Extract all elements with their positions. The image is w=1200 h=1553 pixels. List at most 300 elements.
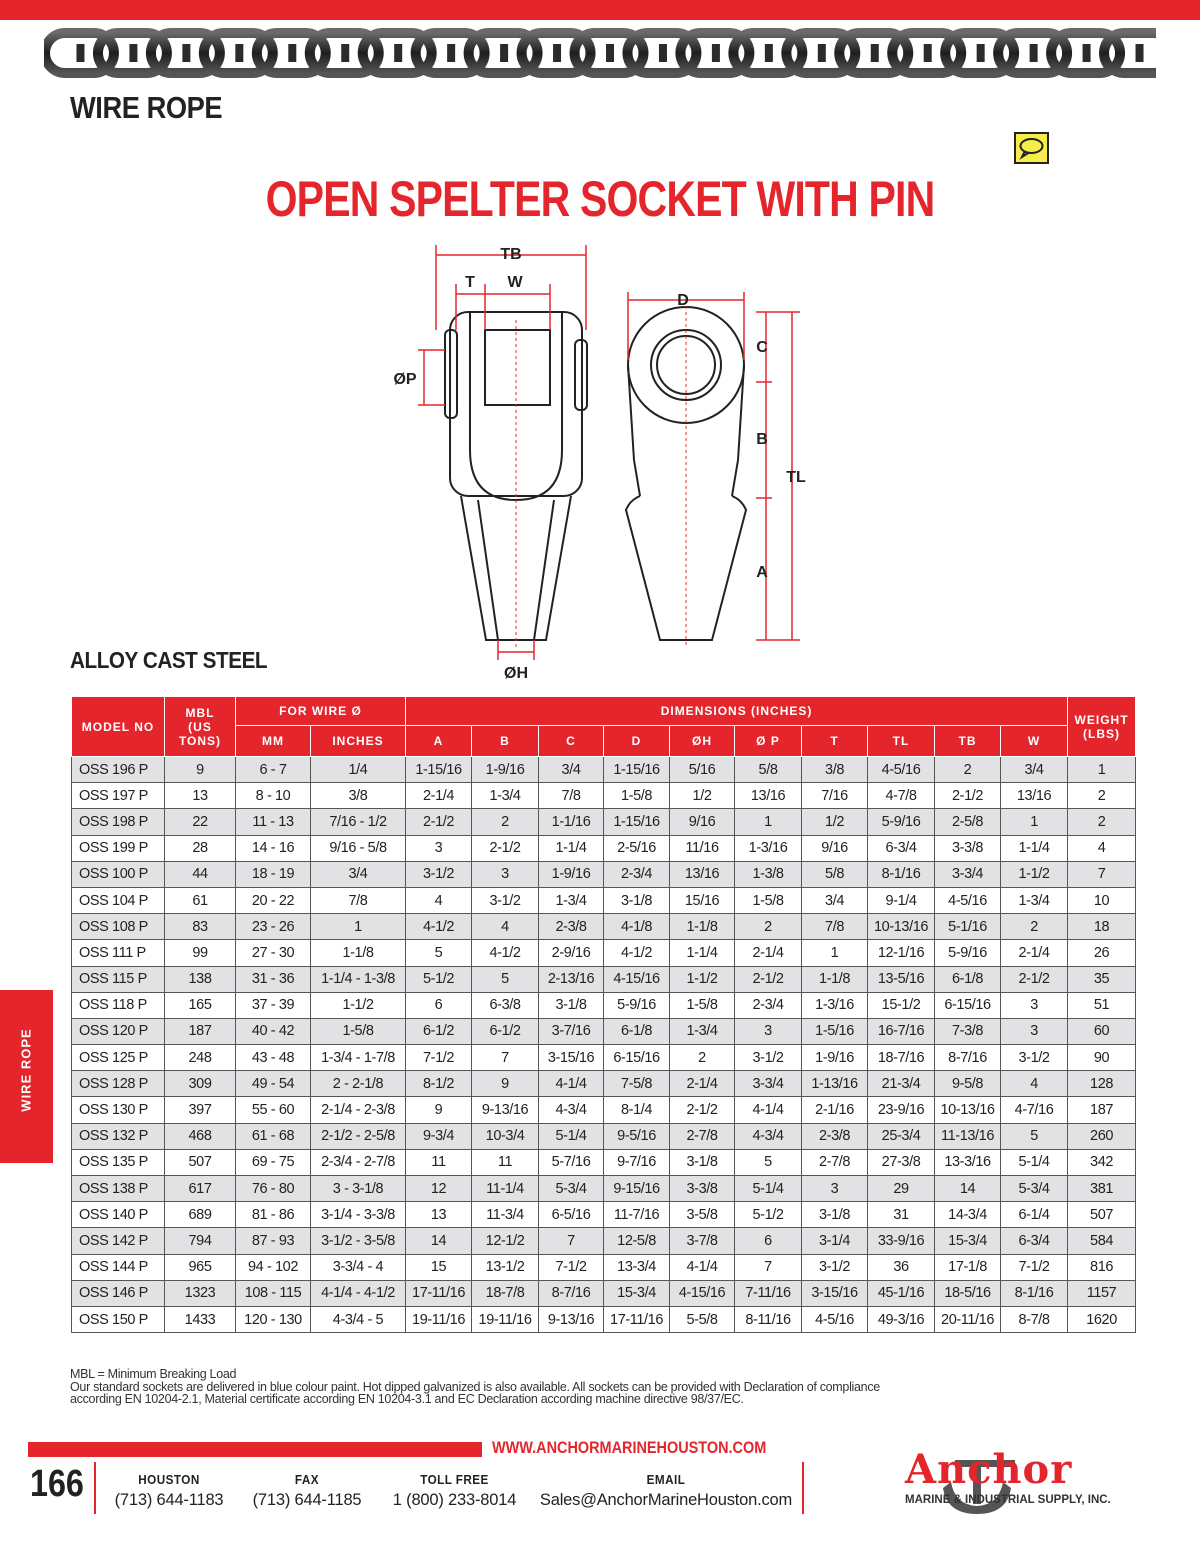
table-cell: 60 — [1068, 1018, 1136, 1044]
table-cell: 10-3/4 — [472, 1123, 539, 1149]
table-cell: 3-3/4 - 4 — [311, 1254, 406, 1280]
table-cell: 1-1/2 — [1001, 861, 1068, 887]
table-cell: 4-7/16 — [1001, 1097, 1068, 1123]
table-cell: 3-1/4 — [802, 1228, 868, 1254]
dim-label-tb: TB — [500, 246, 522, 263]
page-number: 166 — [30, 1463, 84, 1505]
table-cell: 11-1/4 — [472, 1176, 539, 1202]
table-cell: 43 - 48 — [236, 1045, 311, 1071]
header-mbl-label: MBL — [185, 705, 215, 720]
dim-label-t: T — [465, 274, 475, 291]
chain-link-bar — [1136, 44, 1144, 62]
table-cell: OSS 118 P — [72, 992, 165, 1018]
table-cell: 12-1/2 — [472, 1228, 539, 1254]
chain-link-bar — [553, 44, 561, 62]
table-cell: 2-13/16 — [539, 966, 604, 992]
dim-label-w: W — [507, 274, 523, 291]
footnotes — [70, 1368, 880, 1406]
table-cell: OSS 128 P — [72, 1071, 165, 1097]
table-cell: 8-1/2 — [406, 1071, 472, 1097]
table-cell: 2-1/2 - 2-5/8 — [311, 1123, 406, 1149]
table-cell: 2-1/4 — [406, 783, 472, 809]
table-cell: OSS 146 P — [72, 1280, 165, 1306]
table-cell: 1-1/4 — [670, 940, 735, 966]
table-cell: 1 — [735, 809, 802, 835]
table-cell: OSS 138 P — [72, 1176, 165, 1202]
table-row — [72, 835, 1136, 861]
table-cell: 1-3/4 - 1-7/8 — [311, 1045, 406, 1071]
table-cell: 3-7/16 — [539, 1018, 604, 1044]
table-cell: 19-11/16 — [472, 1306, 539, 1332]
table-row — [72, 940, 1136, 966]
header-p: Ø P — [735, 726, 802, 757]
table-cell: 7-1/2 — [406, 1045, 472, 1071]
table-cell: 108 - 115 — [236, 1280, 311, 1306]
table-cell: 15/16 — [670, 887, 735, 913]
footer-accent-bar — [28, 1442, 482, 1457]
table-cell: 7 — [1068, 861, 1136, 887]
side-tab — [0, 990, 53, 1163]
table-cell: 165 — [165, 992, 236, 1018]
table-cell: 8-7/16 — [935, 1045, 1001, 1071]
table-cell: 11-13/16 — [935, 1123, 1001, 1149]
table-cell: 9-3/4 — [406, 1123, 472, 1149]
table-cell: 4 — [472, 914, 539, 940]
table-cell: 2-1/4 - 2-3/8 — [311, 1097, 406, 1123]
table-cell: 2 — [1068, 783, 1136, 809]
dim-label-p: ØP — [393, 371, 417, 388]
table-cell: 21-3/4 — [868, 1071, 935, 1097]
dim-label-d: D — [677, 292, 689, 309]
contact-tollfree — [382, 1472, 527, 1510]
table-cell: 1-1/8 — [802, 966, 868, 992]
table-row — [72, 1071, 1136, 1097]
table-cell: 18-7/16 — [868, 1045, 935, 1071]
table-cell: 6-1/2 — [406, 1018, 472, 1044]
website-link[interactable]: WWW.ANCHORMARINEHOUSTON.COM — [492, 1438, 767, 1457]
table-cell: 7-1/2 — [1001, 1254, 1068, 1280]
chain-link-bar — [288, 44, 296, 62]
table-cell: 3-1/2 — [406, 861, 472, 887]
table-cell: 138 — [165, 966, 236, 992]
table-cell: 6 - 7 — [236, 757, 311, 783]
table-cell: 9-15/16 — [604, 1176, 670, 1202]
table-cell: 90 — [1068, 1045, 1136, 1071]
table-cell: 40 - 42 — [236, 1018, 311, 1044]
table-cell: 25-3/4 — [868, 1123, 935, 1149]
technical-drawing — [380, 238, 830, 688]
table-cell: 5-3/4 — [539, 1176, 604, 1202]
header-w: W — [1001, 726, 1068, 757]
table-cell: 61 — [165, 887, 236, 913]
table-cell: 14-3/4 — [935, 1202, 1001, 1228]
table-cell: OSS 150 P — [72, 1306, 165, 1332]
table-cell: 3-1/2 - 3-5/8 — [311, 1228, 406, 1254]
contact-fax-label: FAX — [294, 1472, 320, 1487]
table-cell: 2-3/4 — [604, 861, 670, 887]
dim-label-a: A — [756, 564, 768, 581]
table-cell: 3 — [802, 1176, 868, 1202]
table-cell: 1 — [1001, 809, 1068, 835]
contact-tollfree-number[interactable]: 1 (800) 233-8014 — [392, 1491, 517, 1509]
table-cell: 9-5/8 — [935, 1071, 1001, 1097]
table-cell: 248 — [165, 1045, 236, 1071]
chain-link-bar — [447, 44, 455, 62]
header-wire: FOR WIRE Ø — [236, 697, 406, 726]
dim-label-h: ØH — [504, 665, 528, 682]
table-cell: 3-5/8 — [670, 1202, 735, 1228]
table-row — [72, 1176, 1136, 1202]
chain-link-bar — [129, 44, 137, 62]
table-cell: 9-7/16 — [604, 1149, 670, 1175]
header-mbl — [165, 697, 236, 757]
table-cell: 4-1/2 — [472, 940, 539, 966]
table-row — [72, 1097, 1136, 1123]
header-weight-unit: (LBS) — [1083, 726, 1121, 741]
table-cell: 128 — [1068, 1071, 1136, 1097]
table-cell: 3-1/8 — [802, 1202, 868, 1228]
table-cell: 6-1/8 — [604, 1018, 670, 1044]
table-cell: 20 - 22 — [236, 887, 311, 913]
table-cell: 4-1/2 — [604, 940, 670, 966]
table-cell: 3/4 — [1001, 757, 1068, 783]
table-cell: 20-11/16 — [935, 1306, 1001, 1332]
table-cell: 468 — [165, 1123, 236, 1149]
table-cell: OSS 140 P — [72, 1202, 165, 1228]
table-cell: 1-1/16 — [539, 809, 604, 835]
table-cell: 1-1/8 — [311, 940, 406, 966]
table-cell: 3 — [1001, 992, 1068, 1018]
table-cell: 1-9/16 — [802, 1045, 868, 1071]
table-row — [72, 1228, 1136, 1254]
table-cell: 3-3/4 — [735, 1071, 802, 1097]
table-cell: 27 - 30 — [236, 940, 311, 966]
table-cell: 2 — [670, 1045, 735, 1071]
contact-email-address[interactable]: Sales@AnchorMarineHouston.com — [539, 1491, 793, 1509]
table-cell: OSS 104 P — [72, 887, 165, 913]
table-cell: 37 - 39 — [236, 992, 311, 1018]
header-weight — [1068, 697, 1136, 757]
table-cell: 3/4 — [539, 757, 604, 783]
table-cell: 2-3/4 — [735, 992, 802, 1018]
table-cell: OSS 108 P — [72, 914, 165, 940]
table-cell: 10-13/16 — [935, 1097, 1001, 1123]
table-cell: 689 — [165, 1202, 236, 1228]
table-row — [72, 1045, 1136, 1071]
table-cell: OSS 115 P — [72, 966, 165, 992]
table-cell: 45-1/16 — [868, 1280, 935, 1306]
table-cell: 15 — [406, 1254, 472, 1280]
table-cell: 2 — [472, 809, 539, 835]
dim-label-b: B — [756, 431, 768, 448]
table-cell: 22 — [165, 809, 236, 835]
table-cell: 5-1/2 — [406, 966, 472, 992]
table-cell: 3-3/8 — [935, 835, 1001, 861]
table-cell: 9-1/4 — [868, 887, 935, 913]
table-cell: OSS 100 P — [72, 861, 165, 887]
table-cell: 2-1/2 — [935, 783, 1001, 809]
table-cell: 794 — [165, 1228, 236, 1254]
table-cell: 6-5/16 — [539, 1202, 604, 1228]
table-cell: 55 - 60 — [236, 1097, 311, 1123]
contact-houston — [104, 1472, 234, 1510]
table-cell: 6-15/16 — [604, 1045, 670, 1071]
header-b: B — [472, 726, 539, 757]
table-cell: 9/16 - 5/8 — [311, 835, 406, 861]
table-cell: 965 — [165, 1254, 236, 1280]
footnote-coating: Our standard sockets are delivered in blue colour paint. Hot dipped galvanized is also available. All sockets can be provided with Declaration of compliance — [70, 1379, 880, 1394]
table-cell: 14 — [935, 1176, 1001, 1202]
table-cell: 49-3/16 — [868, 1306, 935, 1332]
spec-table-body — [72, 757, 1136, 1333]
table-cell: 3-1/4 - 3-3/8 — [311, 1202, 406, 1228]
table-cell: 13 — [165, 783, 236, 809]
dim-label-tl: TL — [786, 469, 806, 486]
table-cell: 1-5/8 — [311, 1018, 406, 1044]
table-cell: 87 - 93 — [236, 1228, 311, 1254]
table-cell: 4-3/4 — [735, 1123, 802, 1149]
table-cell: 1323 — [165, 1280, 236, 1306]
table-cell: 49 - 54 — [236, 1071, 311, 1097]
table-cell: 3-1/8 — [670, 1149, 735, 1175]
table-cell: 28 — [165, 835, 236, 861]
table-cell: OSS 144 P — [72, 1254, 165, 1280]
table-row — [72, 1254, 1136, 1280]
footnote-mbl: MBL = Minimum Breaking Load — [70, 1367, 237, 1381]
side-tab-label: WIRE ROPE — [18, 1028, 34, 1112]
table-cell: 4 — [406, 887, 472, 913]
table-cell: 5 — [406, 940, 472, 966]
table-cell: 5-1/16 — [935, 914, 1001, 940]
table-cell: 19-11/16 — [406, 1306, 472, 1332]
table-cell: OSS 196 P — [72, 757, 165, 783]
table-cell: 2-1/2 — [472, 835, 539, 861]
table-cell: 17-1/8 — [935, 1254, 1001, 1280]
table-cell: 1-1/4 — [1001, 835, 1068, 861]
table-cell: 14 - 16 — [236, 835, 311, 861]
socket-front-view — [626, 300, 746, 648]
header-tl: TL — [868, 726, 935, 757]
table-cell: 4-5/16 — [868, 757, 935, 783]
table-cell: 7-5/8 — [604, 1071, 670, 1097]
table-cell: 1-3/4 — [472, 783, 539, 809]
table-cell: 29 — [868, 1176, 935, 1202]
table-cell: 11-3/4 — [472, 1202, 539, 1228]
table-cell: 9/16 — [670, 809, 735, 835]
table-cell: 1 — [311, 914, 406, 940]
table-cell: 3 — [1001, 1018, 1068, 1044]
table-cell: 1-5/8 — [604, 783, 670, 809]
table-cell: 12-5/8 — [604, 1228, 670, 1254]
table-cell: 5-1/4 — [1001, 1149, 1068, 1175]
table-cell: 4-3/4 — [539, 1097, 604, 1123]
table-cell: 10 — [1068, 887, 1136, 913]
table-cell: 27-3/8 — [868, 1149, 935, 1175]
table-cell: 81 - 86 — [236, 1202, 311, 1228]
chain-link-bar — [235, 44, 243, 62]
table-cell: 7-1/2 — [539, 1254, 604, 1280]
table-cell: 1-3/4 — [1001, 887, 1068, 913]
comment-icon[interactable] — [1014, 132, 1049, 164]
table-cell: 2-1/16 — [802, 1097, 868, 1123]
table-cell: 3 — [406, 835, 472, 861]
material-heading: ALLOY CAST STEEL — [70, 647, 268, 673]
table-cell: 13-1/2 — [472, 1254, 539, 1280]
table-cell: 13-5/16 — [868, 966, 935, 992]
table-cell: 3-7/8 — [670, 1228, 735, 1254]
table-cell: 5 — [1001, 1123, 1068, 1149]
table-cell: 10-13/16 — [868, 914, 935, 940]
table-cell: 4-1/4 — [539, 1071, 604, 1097]
table-cell: 6-3/4 — [868, 835, 935, 861]
table-cell: 1-3/16 — [735, 835, 802, 861]
contact-fax-number[interactable]: (713) 644-1185 — [252, 1491, 362, 1509]
table-cell: 31 - 36 — [236, 966, 311, 992]
table-cell: OSS 120 P — [72, 1018, 165, 1044]
spec-table — [71, 696, 1136, 1333]
table-cell: 6-15/16 — [935, 992, 1001, 1018]
table-cell: 3-15/16 — [802, 1280, 868, 1306]
chain-link-bar — [765, 44, 773, 62]
table-cell: 33-9/16 — [868, 1228, 935, 1254]
chain-link-bar — [924, 44, 932, 62]
table-cell: 2-9/16 — [539, 940, 604, 966]
table-cell: 2 — [1068, 809, 1136, 835]
contact-houston-phone[interactable]: (713) 644-1183 — [114, 1491, 224, 1509]
table-cell: 83 — [165, 914, 236, 940]
footnote-certification: according EN 10204-2.1, Material certificate according EN 10204-3.1 and EC Declaration according machine directive 98/37/EC. — [70, 1392, 744, 1406]
table-cell: 8 - 10 — [236, 783, 311, 809]
table-cell: 1/2 — [802, 809, 868, 835]
footer-divider — [94, 1462, 96, 1514]
table-cell: 13/16 — [1001, 783, 1068, 809]
table-cell: 1-3/16 — [802, 992, 868, 1018]
table-cell: 2-1/4 — [670, 1071, 735, 1097]
table-cell: 8-7/8 — [1001, 1306, 1068, 1332]
table-row — [72, 914, 1136, 940]
table-cell: 69 - 75 — [236, 1149, 311, 1175]
table-cell: 44 — [165, 861, 236, 887]
table-cell: 4-5/16 — [935, 887, 1001, 913]
table-cell: 26 — [1068, 940, 1136, 966]
chain-link-bar — [1030, 44, 1038, 62]
table-cell: 5-5/8 — [670, 1306, 735, 1332]
chain-link-bar — [76, 44, 84, 62]
table-cell: 18 — [1068, 914, 1136, 940]
table-cell: 9-13/16 — [539, 1306, 604, 1332]
chain-link-bar — [500, 44, 508, 62]
table-cell: 2-7/8 — [670, 1123, 735, 1149]
table-cell: OSS 198 P — [72, 809, 165, 835]
table-cell: 1/4 — [311, 757, 406, 783]
contact-email-label: EMAIL — [646, 1472, 686, 1487]
header-mm: MM — [236, 726, 311, 757]
table-cell: 8-11/16 — [735, 1306, 802, 1332]
chain-link-bar — [871, 44, 879, 62]
table-cell: 381 — [1068, 1176, 1136, 1202]
table-cell: 1-1/2 — [670, 966, 735, 992]
chain-link-bar — [712, 44, 720, 62]
table-cell: 3/4 — [802, 887, 868, 913]
header-dimensions: DIMENSIONS (INCHES) — [406, 697, 1068, 726]
table-cell: 507 — [1068, 1202, 1136, 1228]
table-cell: 5/8 — [735, 757, 802, 783]
table-cell: 7/8 — [311, 887, 406, 913]
table-cell: 9 — [165, 757, 236, 783]
table-cell: 2-1/2 — [406, 809, 472, 835]
table-cell: 3-1/2 — [1001, 1045, 1068, 1071]
table-cell: 8-1/16 — [1001, 1280, 1068, 1306]
table-cell: 3-1/2 — [802, 1254, 868, 1280]
table-cell: 7/8 — [802, 914, 868, 940]
table-cell: 7/16 - 1/2 — [311, 809, 406, 835]
table-cell: 3-15/16 — [539, 1045, 604, 1071]
table-cell: 1-1/4 — [539, 835, 604, 861]
table-cell: 17-11/16 — [604, 1306, 670, 1332]
table-cell: 6 — [406, 992, 472, 1018]
table-cell: 6-3/8 — [472, 992, 539, 1018]
table-cell: 1-1/8 — [670, 914, 735, 940]
chain-link-bar — [606, 44, 614, 62]
table-cell: 1-5/8 — [735, 887, 802, 913]
table-cell: 187 — [165, 1018, 236, 1044]
table-row — [72, 1306, 1136, 1332]
table-cell: 1-3/8 — [735, 861, 802, 887]
table-cell: 2 — [1001, 914, 1068, 940]
table-cell: 12 — [406, 1176, 472, 1202]
table-cell: 5/8 — [802, 861, 868, 887]
table-cell: 3 - 3-1/8 — [311, 1176, 406, 1202]
dim-label-c: C — [756, 339, 768, 356]
table-cell: 94 - 102 — [236, 1254, 311, 1280]
table-cell: 3 — [735, 1018, 802, 1044]
table-row — [72, 1123, 1136, 1149]
table-cell: 1433 — [165, 1306, 236, 1332]
section-heading: WIRE ROPE — [70, 90, 223, 125]
table-cell: 4-3/4 - 5 — [311, 1306, 406, 1332]
table-cell: 9-13/16 — [472, 1097, 539, 1123]
table-cell: 7 — [472, 1045, 539, 1071]
table-cell: 7-11/16 — [735, 1280, 802, 1306]
header-t: T — [802, 726, 868, 757]
table-row — [72, 992, 1136, 1018]
table-cell: 2-3/4 - 2-7/8 — [311, 1149, 406, 1175]
table-cell: 4-15/16 — [670, 1280, 735, 1306]
table-cell: 2-5/8 — [935, 809, 1001, 835]
contact-tollfree-label: TOLL FREE — [420, 1472, 489, 1487]
table-cell: 6-1/2 — [472, 1018, 539, 1044]
table-cell: 4-15/16 — [604, 966, 670, 992]
table-cell: 507 — [165, 1149, 236, 1175]
brand-name: Anchor — [905, 1446, 1073, 1493]
table-cell: 5-1/4 — [539, 1123, 604, 1149]
table-cell: 2-5/16 — [604, 835, 670, 861]
table-cell: 36 — [868, 1254, 935, 1280]
table-cell: 8-1/16 — [868, 861, 935, 887]
table-cell: 1-5/8 — [670, 992, 735, 1018]
table-cell: 3-1/2 — [472, 887, 539, 913]
table-cell: 1 — [802, 940, 868, 966]
table-cell: 187 — [1068, 1097, 1136, 1123]
table-cell: 2 - 2-1/8 — [311, 1071, 406, 1097]
chain-link-bar — [818, 44, 826, 62]
table-cell: 31 — [868, 1202, 935, 1228]
table-cell: 3/8 — [311, 783, 406, 809]
table-cell: 2-1/2 — [670, 1097, 735, 1123]
table-cell: 51 — [1068, 992, 1136, 1018]
table-cell: 1-15/16 — [406, 757, 472, 783]
table-cell: 8-7/16 — [539, 1280, 604, 1306]
